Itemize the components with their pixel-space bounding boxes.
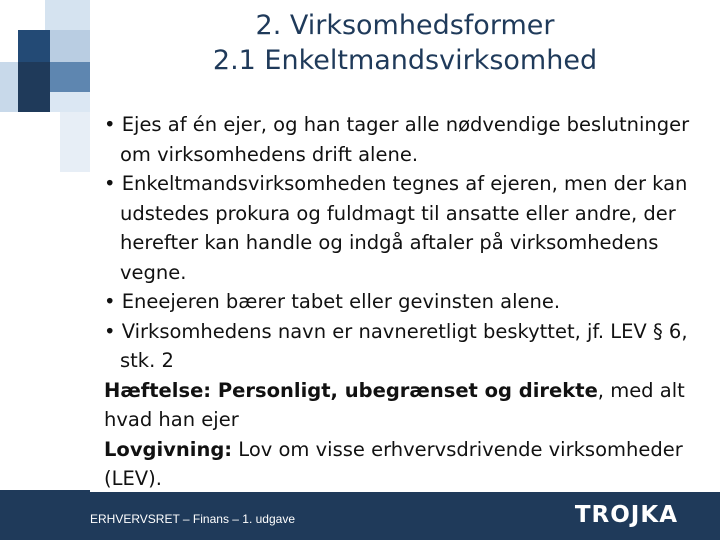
haeftelse-bold: Hæftelse: Personligt, ubegrænset og direkte [104,378,598,402]
slide-content [90,0,720,492]
lovgivning-bold: Lovgivning: [104,437,233,461]
haeftelse-rest: , med alt hvad han ejer [104,378,685,431]
decorative-square-pattern [0,0,90,490]
title-line-2: 2.1 Enkeltmandsvirksomhed [212,45,598,76]
bullet-item: • Ejes af én ejer, og han tager alle nødvendige beslutninger om virksomhedens drift alene. [104,113,690,166]
haeftelse-paragraph [104,376,704,435]
slide-footer [90,492,720,540]
slide-body [104,110,704,494]
bullet-item: • Enkeltmandsvirksomheden tegnes af ejeren, men der kan udstedes prokura og fuldmagt til ansatte eller andre, der herefter kan handle og indgå aftaler på virksomhedens vegne. [104,172,688,284]
bullet-item: • Eneejeren bærer tabet eller gevinsten alene. [104,290,561,313]
trojka-logo: TROJKA [574,502,678,528]
lovgivning-rest: Lov om visse erhvervsdrivende virksomheder (LEV). [104,437,683,490]
bullet-item: • Virksomhedens navn er navneretligt beskyttet, jf. LEV § 6, stk. 2 [104,319,688,372]
lovgivning-paragraph [104,435,704,494]
footer-text: ERHVERVSRET – Finans – 1. udgave [90,512,295,526]
slide-title [90,8,720,78]
title-line-1: 2. Virksomhedsformer [255,10,555,41]
